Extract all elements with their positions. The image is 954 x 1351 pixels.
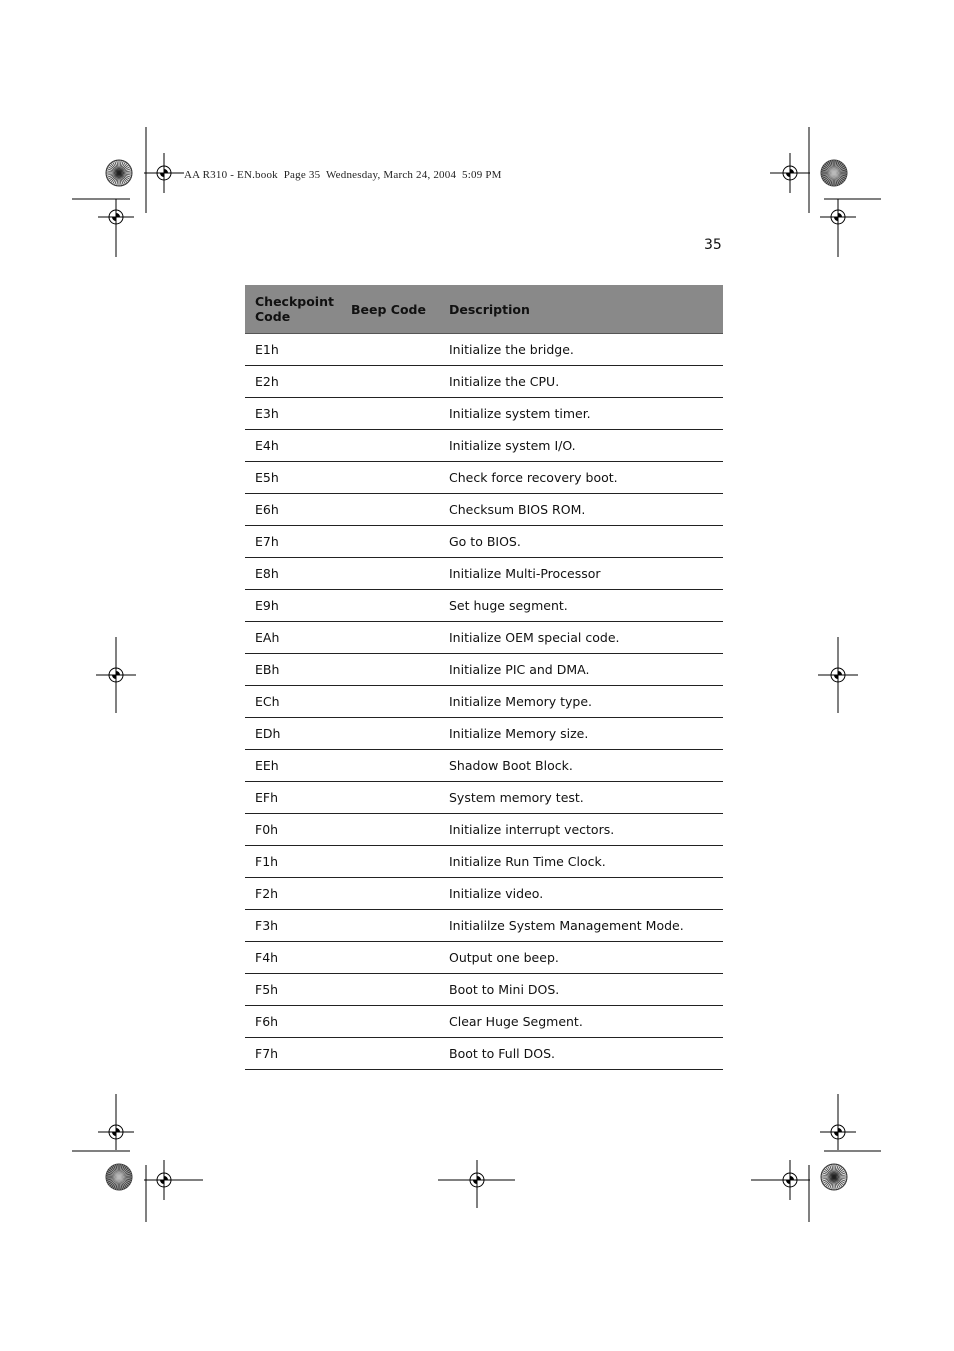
- description-cell: Shadow Boot Block.: [439, 750, 723, 782]
- beep-code-cell: [341, 910, 439, 942]
- description-cell: Initialize Memory type.: [439, 686, 723, 718]
- checkpoint-code-cell: F5h: [245, 974, 341, 1006]
- description-cell: Initialize Run Time Clock.: [439, 846, 723, 878]
- beep-code-cell: [341, 974, 439, 1006]
- beep-code-cell: [341, 366, 439, 398]
- beep-code-cell: [341, 622, 439, 654]
- checkpoint-code-cell: F4h: [245, 942, 341, 974]
- description-cell: Initialize interrupt vectors.: [439, 814, 723, 846]
- table-row: [245, 782, 723, 814]
- beep-code-cell: [341, 846, 439, 878]
- description-cell: Clear Huge Segment.: [439, 1006, 723, 1038]
- beep-code-cell: [341, 654, 439, 686]
- table-row: [245, 334, 723, 366]
- checkpoint-code-cell: EFh: [245, 782, 341, 814]
- checkpoint-code-cell: EEh: [245, 750, 341, 782]
- table-row: [245, 366, 723, 398]
- registration-starburst-icon: [821, 1164, 847, 1190]
- description-cell: Initialize the CPU.: [439, 366, 723, 398]
- description-cell: Initialize the bridge.: [439, 334, 723, 366]
- description-cell: Initialize PIC and DMA.: [439, 654, 723, 686]
- checkpoint-code-cell: E1h: [245, 334, 341, 366]
- description-cell: Initialilze System Management Mode.: [439, 910, 723, 942]
- column-header-beep-code: Beep Code: [341, 285, 439, 334]
- description-cell: Output one beep.: [439, 942, 723, 974]
- beep-code-cell: [341, 590, 439, 622]
- table-row: [245, 622, 723, 654]
- print-header-info: AA R310 - EN.book Page 35 Wednesday, March 24, 2004 5:09 PM: [184, 169, 502, 181]
- description-cell: Boot to Mini DOS.: [439, 974, 723, 1006]
- table-row: [245, 526, 723, 558]
- checkpoint-code-cell: E3h: [245, 398, 341, 430]
- description-cell: System memory test.: [439, 782, 723, 814]
- table-row: [245, 878, 723, 910]
- beep-code-cell: [341, 750, 439, 782]
- table-row: [245, 814, 723, 846]
- table-row: [245, 910, 723, 942]
- table-row: [245, 846, 723, 878]
- registration-starburst-icon: [106, 160, 132, 186]
- beep-code-cell: [341, 814, 439, 846]
- checkpoint-code-cell: F1h: [245, 846, 341, 878]
- beep-code-cell: [341, 782, 439, 814]
- checkpoint-code-cell: E7h: [245, 526, 341, 558]
- checkpoint-code-cell: E8h: [245, 558, 341, 590]
- description-cell: Initialize Multi-Processor: [439, 558, 723, 590]
- checkpoint-code-cell: F7h: [245, 1038, 341, 1070]
- table-row: [245, 974, 723, 1006]
- checkpoint-code-cell: E5h: [245, 462, 341, 494]
- table-body: [245, 334, 723, 1070]
- beep-code-cell: [341, 878, 439, 910]
- table-row: [245, 558, 723, 590]
- description-cell: Initialize system timer.: [439, 398, 723, 430]
- registration-starburst-icon: [821, 160, 847, 186]
- column-header-description: Description: [439, 285, 723, 334]
- description-cell: Go to BIOS.: [439, 526, 723, 558]
- checkpoint-code-cell: EAh: [245, 622, 341, 654]
- checkpoint-code-cell: ECh: [245, 686, 341, 718]
- beep-code-cell: [341, 398, 439, 430]
- checkpoint-code-cell: EDh: [245, 718, 341, 750]
- table-row: [245, 494, 723, 526]
- beep-code-cell: [341, 334, 439, 366]
- beep-code-cell: [341, 1038, 439, 1070]
- checkpoint-code-cell: E6h: [245, 494, 341, 526]
- table-row: [245, 1038, 723, 1070]
- table-row: [245, 686, 723, 718]
- post-checkpoint-table: [245, 285, 723, 1070]
- checkpoint-code-cell: EBh: [245, 654, 341, 686]
- beep-code-cell: [341, 1006, 439, 1038]
- table-row: [245, 750, 723, 782]
- table-row: [245, 654, 723, 686]
- table-row: [245, 462, 723, 494]
- beep-code-cell: [341, 430, 439, 462]
- checkpoint-code-cell: E9h: [245, 590, 341, 622]
- checkpoint-code-cell: E2h: [245, 366, 341, 398]
- checkpoint-code-cell: F6h: [245, 1006, 341, 1038]
- checkpoint-code-cell: E4h: [245, 430, 341, 462]
- column-header-checkpoint-code: Checkpoint Code: [245, 285, 341, 334]
- checkpoint-code-cell: F3h: [245, 910, 341, 942]
- page-number: 35: [704, 237, 722, 253]
- description-cell: Set huge segment.: [439, 590, 723, 622]
- table-row: [245, 718, 723, 750]
- description-cell: Initialize system I/O.: [439, 430, 723, 462]
- checkpoint-code-cell: F2h: [245, 878, 341, 910]
- beep-code-cell: [341, 686, 439, 718]
- table-row: [245, 430, 723, 462]
- registration-target-icon: [144, 153, 184, 193]
- beep-code-cell: [341, 942, 439, 974]
- description-cell: Checksum BIOS ROM.: [439, 494, 723, 526]
- registration-target-icon: [770, 153, 810, 193]
- description-cell: Initialize video.: [439, 878, 723, 910]
- table-row: [245, 590, 723, 622]
- table-row: [245, 942, 723, 974]
- beep-code-cell: [341, 494, 439, 526]
- beep-code-cell: [341, 462, 439, 494]
- beep-code-cell: [341, 718, 439, 750]
- description-cell: Boot to Full DOS.: [439, 1038, 723, 1070]
- description-cell: Check force recovery boot.: [439, 462, 723, 494]
- table-row: [245, 398, 723, 430]
- description-cell: Initialize OEM special code.: [439, 622, 723, 654]
- description-cell: Initialize Memory size.: [439, 718, 723, 750]
- checkpoint-code-cell: F0h: [245, 814, 341, 846]
- registration-starburst-icon: [106, 1164, 132, 1190]
- beep-code-cell: [341, 558, 439, 590]
- beep-code-cell: [341, 526, 439, 558]
- table-header-row: [245, 285, 723, 334]
- table-row: [245, 1006, 723, 1038]
